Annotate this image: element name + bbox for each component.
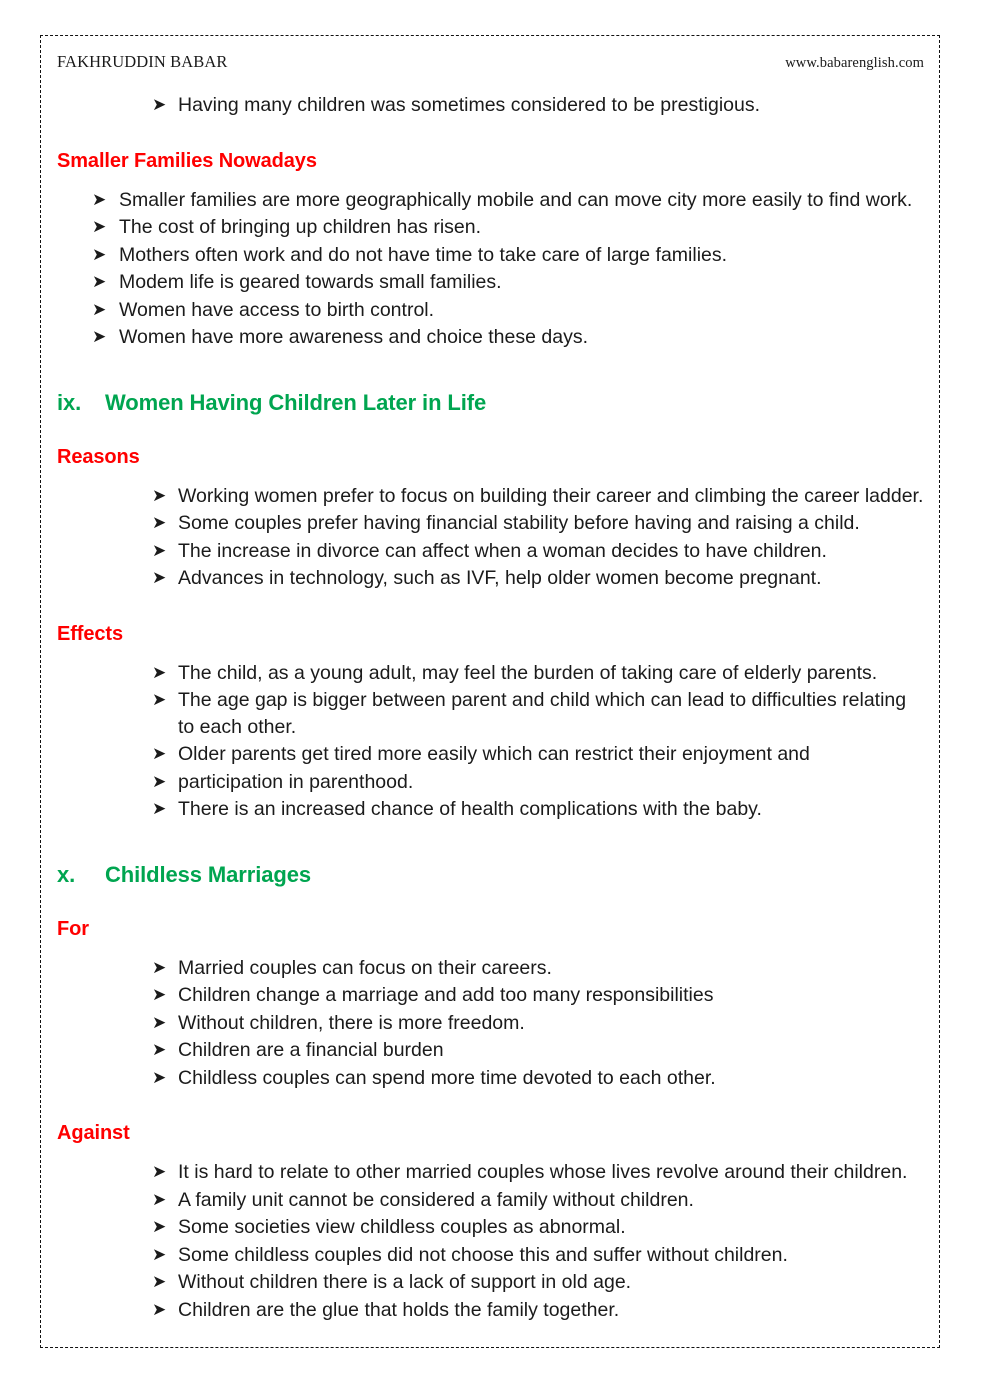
list-item-text: The cost of bringing up children has risen.	[119, 216, 482, 238]
list-item	[152, 565, 926, 592]
list-item	[152, 1065, 926, 1092]
vertical-spacer	[57, 646, 926, 660]
arrow-bullet-icon: ➤	[152, 690, 167, 709]
arrow-bullet-icon: ➤	[152, 1189, 167, 1209]
document-header	[57, 52, 926, 72]
list-item	[152, 687, 926, 740]
section-heading-reasons: Reasons	[57, 445, 140, 468]
list-item-text: Children change a marriage and add too many responsibilities	[178, 984, 714, 1006]
list-item-text: Married couples can focus on their careers.	[178, 956, 552, 979]
list-item-text: Some couples prefer having financial stability before having and raising a child.	[178, 512, 860, 534]
list-item-text: Working women prefer to focus on building their career and climbing the career ladder.	[178, 484, 924, 507]
list-item	[152, 796, 926, 823]
list-item	[152, 1214, 926, 1241]
list-item	[152, 741, 926, 768]
list-item	[152, 538, 926, 565]
list-item-text: Childless couples can spend more time devoted to each other.	[178, 1066, 716, 1089]
arrow-bullet-icon: ➤	[152, 771, 167, 791]
arrow-bullet-icon: ➤	[152, 95, 167, 114]
list-item-text: Mothers often work and do not have time to take care of large families.	[119, 243, 728, 266]
list-item-text: The child, as a young adult, may feel the burden of taking care of elderly parents.	[178, 661, 878, 684]
bullet-list-effects	[152, 660, 926, 823]
vertical-spacer	[57, 416, 926, 446]
list-item	[152, 982, 926, 1009]
section-heading-for: For	[57, 917, 89, 940]
arrow-bullet-icon: ➤	[152, 1244, 167, 1264]
section-numeral: ix.	[57, 389, 82, 415]
arrow-bullet-icon: ➤	[92, 327, 107, 346]
arrow-bullet-icon: ➤	[152, 485, 167, 505]
list-item	[152, 660, 926, 687]
vertical-spacer	[57, 120, 926, 150]
list-item-text: Children are a financial burden	[178, 1039, 444, 1061]
section-heading-against: Against	[57, 1122, 130, 1144]
vertical-spacer	[57, 1145, 926, 1159]
list-item	[152, 1187, 926, 1214]
list-item	[152, 1269, 926, 1296]
arrow-bullet-icon: ➤	[152, 744, 167, 763]
list-item	[92, 297, 926, 324]
list-item-text: Some societies view childless couples as abnormal.	[178, 1216, 626, 1238]
bullet-list-smaller-families-nowadays	[92, 187, 926, 351]
section-heading-effects: Effects	[57, 622, 123, 645]
list-item-text: Advances in technology, such as IVF, help older women become pregnant.	[178, 567, 822, 589]
arrow-bullet-icon: ➤	[152, 540, 167, 560]
arrow-bullet-icon: ➤	[152, 1040, 167, 1059]
arrow-bullet-icon: ➤	[92, 189, 107, 209]
section-heading-text: Women Having Children Later in Life	[105, 389, 487, 415]
vertical-spacer	[57, 1092, 926, 1122]
arrow-bullet-icon: ➤	[92, 217, 107, 236]
list-item-text: Older parents get tired more easily which can restrict their enjoyment and	[178, 743, 810, 765]
arrow-bullet-icon: ➤	[152, 662, 167, 682]
list-item	[152, 1010, 926, 1037]
sections-container	[57, 120, 926, 1324]
arrow-bullet-icon: ➤	[152, 1272, 167, 1291]
list-item-text: Children are the glue that holds the family together.	[178, 1298, 620, 1321]
vertical-spacer	[57, 888, 926, 918]
vertical-spacer	[57, 824, 926, 862]
vertical-spacer	[57, 941, 926, 955]
arrow-bullet-icon: ➤	[92, 244, 107, 264]
list-item-text: The increase in divorce can affect when a woman decides to have children.	[178, 539, 827, 562]
list-item	[152, 510, 926, 537]
vertical-spacer	[57, 173, 926, 187]
arrow-bullet-icon: ➤	[152, 957, 167, 977]
lead-bullet-list	[152, 92, 926, 119]
bullet-list-for	[152, 955, 926, 1092]
list-item	[152, 1297, 926, 1324]
list-item	[92, 214, 926, 241]
arrow-bullet-icon: ➤	[152, 1012, 167, 1032]
list-item-text: A family unit cannot be considered a family without children.	[178, 1188, 694, 1211]
list-item-text: Smaller families are more geographically mobile and can move city more easily to find work.	[119, 188, 913, 211]
section-numeral: x.	[57, 861, 76, 887]
author-name: FAKHRUDDIN BABAR	[57, 52, 228, 71]
list-item-text: Without children there is a lack of support in old age.	[178, 1271, 632, 1293]
list-item	[92, 324, 926, 351]
section-heading-smaller-families-nowadays: Smaller Families Nowadays	[57, 149, 317, 172]
arrow-bullet-icon: ➤	[152, 985, 167, 1004]
arrow-bullet-icon: ➤	[152, 1162, 167, 1181]
bullet-list-against	[152, 1159, 926, 1323]
list-item-text: Women have access to birth control.	[119, 298, 435, 321]
list-item-text: Having many children was sometimes considered to be prestigious.	[178, 94, 761, 116]
list-item	[92, 269, 926, 296]
arrow-bullet-icon: ➤	[152, 1299, 167, 1319]
arrow-bullet-icon: ➤	[92, 299, 107, 319]
list-item	[152, 483, 926, 510]
list-item-text: participation in parenthood.	[178, 770, 414, 793]
list-item	[152, 1037, 926, 1064]
list-item	[152, 1159, 926, 1186]
list-item-text: Women have more awareness and choice these days.	[119, 326, 588, 348]
list-item-text: Without children, there is more freedom.	[178, 1011, 525, 1034]
list-item	[152, 769, 926, 796]
section-heading-women-having-children-later-in-life	[57, 390, 926, 416]
page-content	[57, 52, 926, 1332]
list-item-text: It is hard to relate to other married couples whose lives revolve around their children.	[178, 1161, 908, 1183]
list-item	[152, 1242, 926, 1269]
section-heading-text: Childless Marriages	[105, 861, 311, 887]
arrow-bullet-icon: ➤	[152, 1217, 167, 1236]
arrow-bullet-icon: ➤	[92, 272, 107, 291]
section-heading-childless-marriages	[57, 862, 926, 888]
vertical-spacer	[57, 469, 926, 483]
list-item	[92, 187, 926, 214]
bullet-list-reasons	[152, 483, 926, 592]
vertical-spacer	[57, 593, 926, 623]
arrow-bullet-icon: ➤	[152, 1067, 167, 1087]
vertical-spacer	[57, 352, 926, 390]
list-item-text: There is an increased chance of health complications with the baby.	[178, 798, 762, 820]
arrow-bullet-icon: ➤	[152, 799, 167, 818]
list-item-text: The age gap is bigger between parent and child which can lead to difficulties relating to each other.	[178, 689, 907, 738]
list-item-text: Modem life is geared towards small families.	[119, 271, 502, 293]
arrow-bullet-icon: ➤	[152, 568, 167, 587]
arrow-bullet-icon: ➤	[152, 513, 167, 532]
list-item-text: Some childless couples did not choose this and suffer without children.	[178, 1243, 788, 1266]
list-item	[92, 242, 926, 269]
list-item	[152, 955, 926, 982]
website-url: www.babarenglish.com	[785, 55, 924, 71]
list-item	[152, 92, 926, 119]
